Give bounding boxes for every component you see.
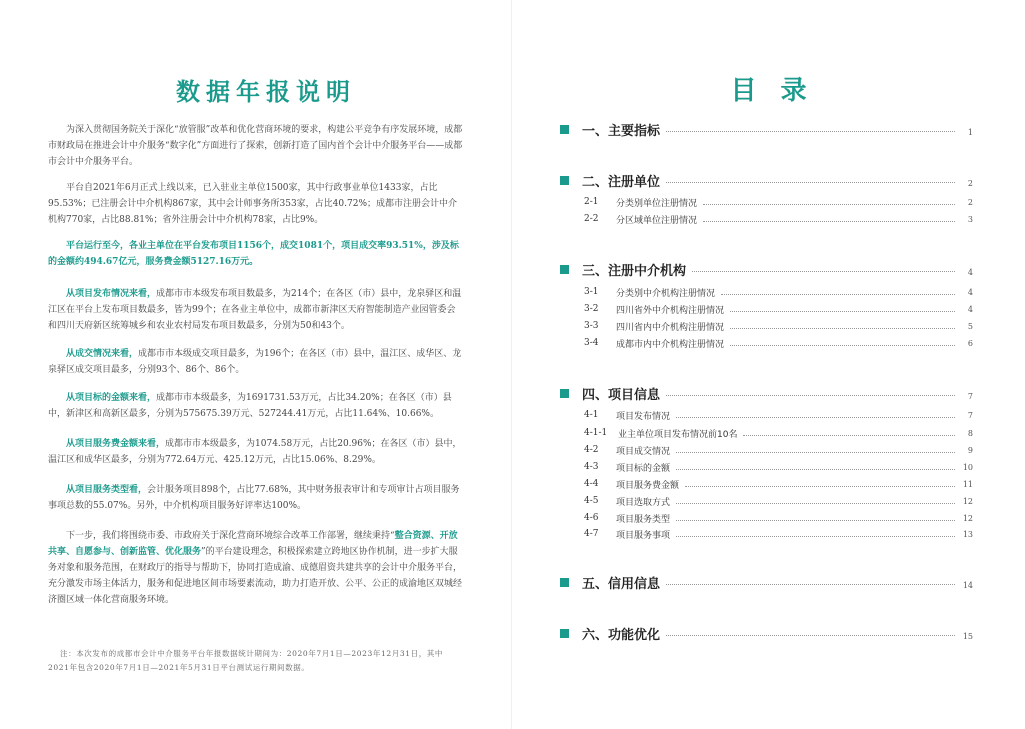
publish-lead: 从项目发布情况来看， [66, 289, 157, 299]
toc-sub-3-1[interactable] [584, 286, 973, 298]
toc-sub-label: 分类别中介机构注册情况 [616, 288, 716, 299]
dot-leader [676, 469, 955, 470]
next-step-highlight: 整合资源、开放共享、自愿参与、创新监管、优化服务 [48, 531, 458, 557]
stats-paragraph: 平台自2021年6月正式上线以来，已入驻业主单位1500家，其中行政事业单位1433家，占比95.53%；已注册会计中介机构867家，其中会计师事务所353家，占比40.72%；成都市注册会计中介机构770家，占比88.81%；省外注册会计中介机构78家，占比9%。 [48, 183, 457, 225]
toc-page-number: 10 [962, 462, 973, 472]
toc-page-number: 7 [967, 410, 973, 420]
toc-sub-number: 4-2 [584, 445, 599, 455]
toc-page-number: 1 [967, 127, 973, 137]
toc-sub-number: 4-5 [584, 496, 599, 506]
dot-leader [676, 520, 955, 521]
toc-sub-number: 4-7 [584, 529, 599, 539]
toc-section-4[interactable] [560, 385, 973, 401]
toc-section-1[interactable] [560, 121, 973, 137]
square-bullet-icon [560, 629, 569, 638]
toc-sub-4-6[interactable] [584, 512, 973, 524]
toc-page-number: 4 [967, 304, 973, 314]
toc-sub-label: 项目成交情况 [616, 446, 671, 457]
dot-leader [703, 221, 955, 222]
dot-leader [730, 345, 955, 346]
toc-sub-3-2[interactable] [584, 303, 973, 315]
amount-paragraph [48, 390, 464, 422]
toc-sub-label: 项目发布情况 [616, 411, 671, 422]
amount-text: 成都市市本级最多，为1691731.53万元，占比34.20%；在各区（市）县中，新津区和高新区最多，分别为575675.39万元、527244.41万元，占比11.64%、10.66%。 [48, 393, 452, 419]
toc-sub-number: 3-1 [584, 287, 599, 297]
toc-page-number: 12 [962, 496, 973, 506]
toc-sub-label: 项目服务类型 [616, 514, 671, 525]
publish-text: 成都市市本级发布项目数最多，为214个；在各区（市）县中，龙泉驿区和温江区在平台上发布项目数最多，皆为99个；在各业主单位中，成都市新津区天府智能制造产业园管委会和四川天府新区统筹城乡和农业农村局发布项目数最多，分别为50和43个。 [48, 289, 462, 331]
service-type-paragraph [48, 482, 464, 514]
toc-sub-number: 3-2 [584, 304, 599, 314]
toc-page-number: 2 [967, 178, 973, 188]
toc-sub-4-4[interactable] [584, 478, 973, 490]
toc-page-number: 12 [962, 513, 973, 523]
toc-sub-number: 3-4 [584, 338, 599, 348]
toc-sub-label: 项目标的金额 [616, 463, 671, 474]
dot-leader [730, 328, 955, 329]
toc-page-number: 9 [967, 445, 973, 455]
toc-sub-number: 2-1 [584, 197, 599, 207]
toc-sub-number: 2-2 [584, 214, 599, 224]
toc-sub-4-2[interactable] [584, 444, 973, 456]
fee-lead: 从项目服务费金额来看， [66, 439, 166, 449]
toc-section-label: 四、项目信息 [582, 387, 661, 403]
toc-section-label: 三、注册中介机构 [582, 263, 687, 279]
next-step-text-b: ”的平台建设理念，积极探索建立跨地区协作机制，进一步扩大服务对象和服务范围，在财政厅的指导与帮助下，协同打造成渝、成德眉资共建共享的会计中介服务平台，充分激发市场主体活力，服务和促进地区间市场要素流动，助力打造开放、公平、公正的成渝地区双城经济圈区域一体化营商服务环境。 [48, 547, 463, 605]
dot-leader [666, 584, 955, 585]
page-title: 数据年报说明 [176, 78, 356, 106]
toc-section-2[interactable] [560, 172, 973, 188]
amount-lead: 从项目标的金额来看， [66, 393, 157, 403]
toc-sub-4-1[interactable] [584, 409, 973, 421]
toc-page-number: 4 [967, 287, 973, 297]
toc-section-5[interactable] [560, 574, 973, 590]
toc-page [512, 0, 1025, 729]
intro-paragraph: 为深入贯彻国务院关于深化“放管服”改革和优化营商环境的要求，构建公平竞争有序发展环境，成都市财政局在推进会计中介服务“数字化”方面进行了探索，创新打造了国内首个会计中介服务平台——成都市会计中介服务平台。 [48, 125, 463, 167]
toc-section-label: 六、功能优化 [582, 627, 661, 643]
toc-sub-4-7[interactable] [584, 528, 973, 540]
toc-sub-2-2[interactable] [584, 213, 973, 225]
dot-leader [743, 435, 955, 436]
toc-sub-label: 项目服务事项 [616, 530, 671, 541]
toc-sub-3-3[interactable] [584, 320, 973, 332]
fee-text: 成都市市本级最多，为1074.58万元，占比20.96%；在各区（市）县中，温江区和成华区最多，分别为772.64万元、425.12万元，占比15.06%、8.29%。 [48, 439, 462, 465]
toc-sub-number: 4-1-1 [584, 428, 608, 438]
toc-page-number: 2 [967, 197, 973, 207]
toc-page-number: 5 [967, 321, 973, 331]
toc-section-label: 一、主要指标 [582, 123, 661, 139]
toc-sub-3-4[interactable] [584, 337, 973, 349]
dot-leader [666, 635, 955, 636]
toc-sub-label: 分类别单位注册情况 [616, 198, 698, 209]
next-step-text-a: 下一步，我们将围绕市委、市政府关于深化营商环境综合改革工作部署，继续秉持“ [66, 531, 395, 541]
toc-section-label: 五、信用信息 [582, 576, 661, 592]
square-bullet-icon [560, 389, 569, 398]
square-bullet-icon [560, 265, 569, 274]
toc-page-number: 8 [967, 428, 973, 438]
dot-leader [703, 204, 955, 205]
publish-paragraph [48, 286, 464, 334]
toc-sub-number: 4-6 [584, 513, 599, 523]
toc-sub-number: 3-3 [584, 321, 599, 331]
toc-sub-number: 4-1 [584, 410, 599, 420]
toc-sub-4-5[interactable] [584, 495, 973, 507]
service-type-lead: 从项目服务类型看， [66, 485, 148, 495]
toc-page-number: 3 [967, 214, 973, 224]
toc-sub-label: 项目服务费金额 [616, 480, 680, 491]
report-description-page [0, 0, 512, 729]
square-bullet-icon [560, 176, 569, 185]
dot-leader [676, 417, 955, 418]
dot-leader [676, 503, 955, 504]
toc-sub-label: 分区域单位注册情况 [616, 215, 698, 226]
toc-page-number: 4 [967, 267, 973, 277]
deal-lead: 从成交情况来看， [66, 349, 139, 359]
toc-sub-label: 业主单位项目发布情况前10名 [618, 429, 738, 440]
toc-sub-4-1-1[interactable] [584, 427, 973, 439]
dot-leader [676, 452, 955, 453]
dot-leader [666, 395, 955, 396]
dot-leader [666, 182, 955, 183]
dot-leader [666, 131, 955, 132]
toc-sub-label: 四川省外中介机构注册情况 [616, 305, 725, 316]
highlight-paragraph: 平台运行至今，各业主单位在平台发布项目1156个，成交1081个，项目成交率93.51%，涉及标的金额约494.67亿元，服务费金额5127.16万元。 [48, 241, 459, 267]
toc-sub-2-1[interactable] [584, 196, 973, 208]
toc-page-number: 11 [962, 479, 973, 489]
square-bullet-icon [560, 125, 569, 134]
dot-leader [685, 486, 955, 487]
toc-page-number: 15 [962, 631, 973, 641]
toc-title: 目录 [730, 76, 831, 106]
toc-sub-number: 4-3 [584, 462, 599, 472]
next-step-paragraph [48, 528, 464, 608]
service-type-text: 会计服务项目898个，占比77.68%，其中财务报表审计和专项审计占项目服务事项总数的55.07%。另外，中介机构项目服务好评率达100%。 [48, 485, 460, 511]
dot-leader [676, 536, 955, 537]
toc-section-3[interactable] [560, 261, 973, 277]
square-bullet-icon [560, 578, 569, 587]
deal-text: 成都市市本级成交项目最多，为196个；在各区（市）县中，温江区、成华区、龙泉驿区成交项目最多，分别93个、86个、86个。 [48, 349, 462, 375]
toc-sub-label: 成都市内中介机构注册情况 [616, 339, 725, 350]
dot-leader [692, 271, 955, 272]
toc-sub-4-3[interactable] [584, 461, 973, 473]
toc-sub-label: 四川省内中介机构注册情况 [616, 322, 725, 333]
dot-leader [721, 294, 955, 295]
toc-page-number: 6 [967, 338, 973, 348]
toc-page-number: 13 [962, 529, 973, 539]
deal-paragraph [48, 346, 464, 378]
dot-leader [730, 311, 955, 312]
toc-page-number: 14 [962, 580, 973, 590]
fee-paragraph [48, 436, 464, 468]
toc-section-label: 二、注册单位 [582, 174, 661, 190]
toc-page-number: 7 [967, 391, 973, 401]
toc-sub-label: 项目选取方式 [616, 497, 671, 508]
toc-sub-number: 4-4 [584, 479, 599, 489]
footnote: 注：本次发布的成都市会计中介服务平台年报数据统计期间为：2020年7月1日—2023年12月31日，其中2021年包含2020年7月1日—2021年5月31日平台测试运行期间数据。 [48, 649, 444, 672]
toc-section-6[interactable] [560, 625, 973, 641]
